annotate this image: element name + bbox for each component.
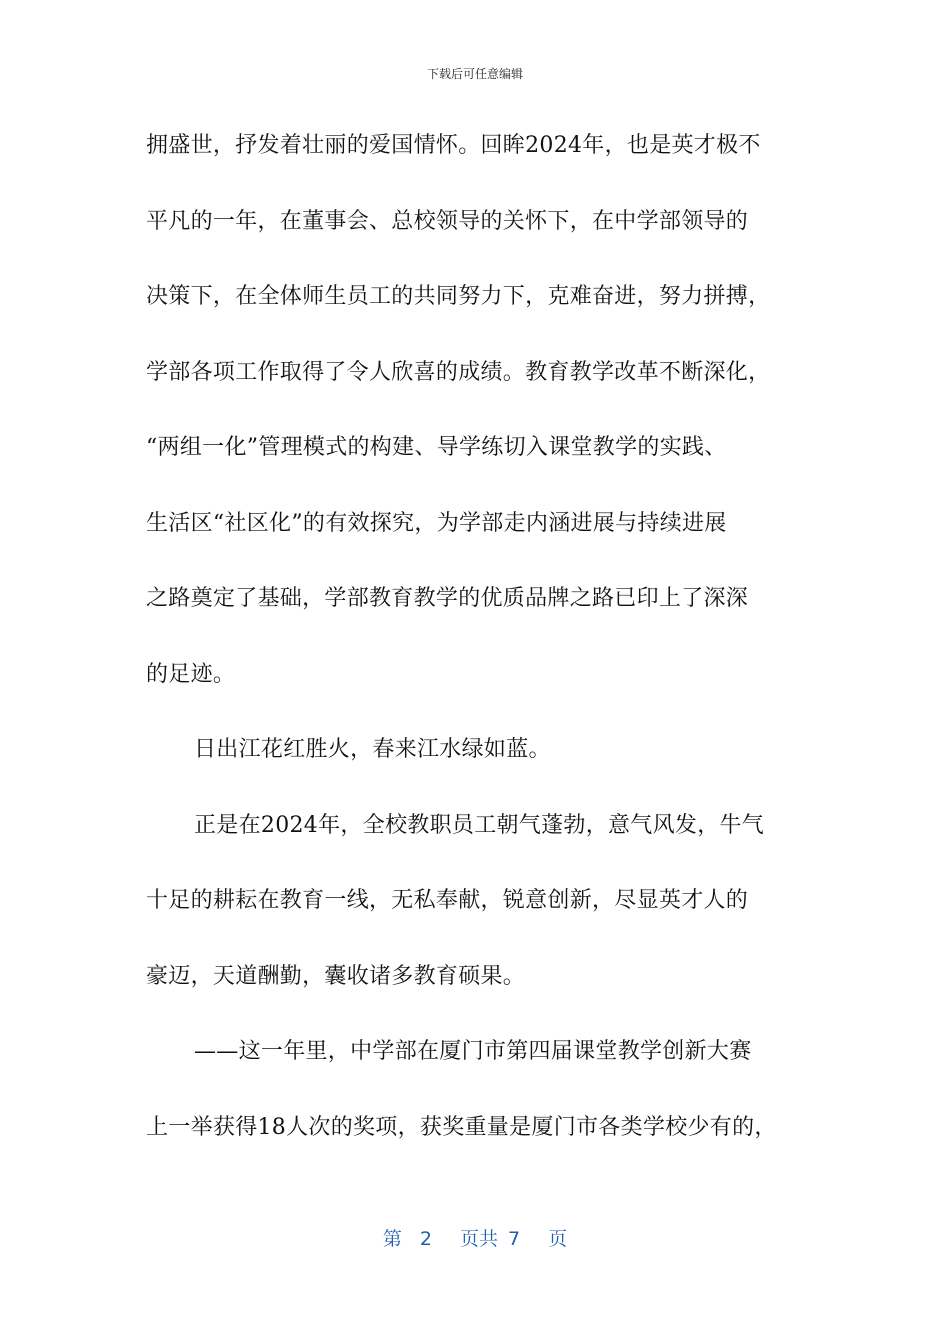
text-line: 豪迈，天道酬勤，囊收诸多教育硕果。 <box>146 963 526 989</box>
text-line: 决策下，在全体师生员工的共同努力下，克难奋进，努力拼搏， <box>146 284 771 309</box>
text-line: 十足的耕耘在教育一线，无私奉献，锐意创新，尽显英才人的 <box>146 888 749 913</box>
page-header: 下载后可任意编辑 <box>426 67 523 81</box>
text-line: ——这一年里，中学部在厦门市第四届课堂教学创新大赛 <box>194 1039 752 1064</box>
document-body <box>146 127 816 1184</box>
text-line: 平凡的一年，在董事会、总校领导的关怀下，在中学部领导的 <box>146 208 749 234</box>
text-line: “两组一化”管理模式的构建、导学练切入课堂教学的实践、 <box>146 435 727 460</box>
text-line: 日出江花红胜火，春来江水绿如蓝。 <box>194 737 551 762</box>
footer-middle: 页共 <box>459 1228 498 1250</box>
text-line: 上一举获得18人次的奖项，获奖重量是厦门市各类学校少有的， <box>146 1114 777 1140</box>
page-footer <box>0 1226 950 1252</box>
text-line: 学部各项工作取得了令人欣喜的成绩。教育教学改革不断深化， <box>146 359 771 385</box>
text-line: 之路奠定了基础，学部教育教学的优质品牌之路已印上了深深 <box>146 586 749 611</box>
text-line: 正是在2024年，全校教职员工朝气蓬勃，意气风发，牛气 <box>194 812 765 838</box>
footer-suffix: 页 <box>548 1228 568 1250</box>
text-line: 拥盛世，抒发着壮丽的爱国情怀。回眸2024年，也是英才极不 <box>146 133 761 158</box>
footer-current-page: 2 <box>419 1228 432 1250</box>
text-line: 生活区“社区化”的有效探究，为学部走内涵进展与持续进展 <box>146 510 727 536</box>
footer-total-pages: 7 <box>508 1228 521 1250</box>
text-line: 的足迹。 <box>146 661 236 687</box>
footer-prefix: 第 <box>382 1228 402 1250</box>
